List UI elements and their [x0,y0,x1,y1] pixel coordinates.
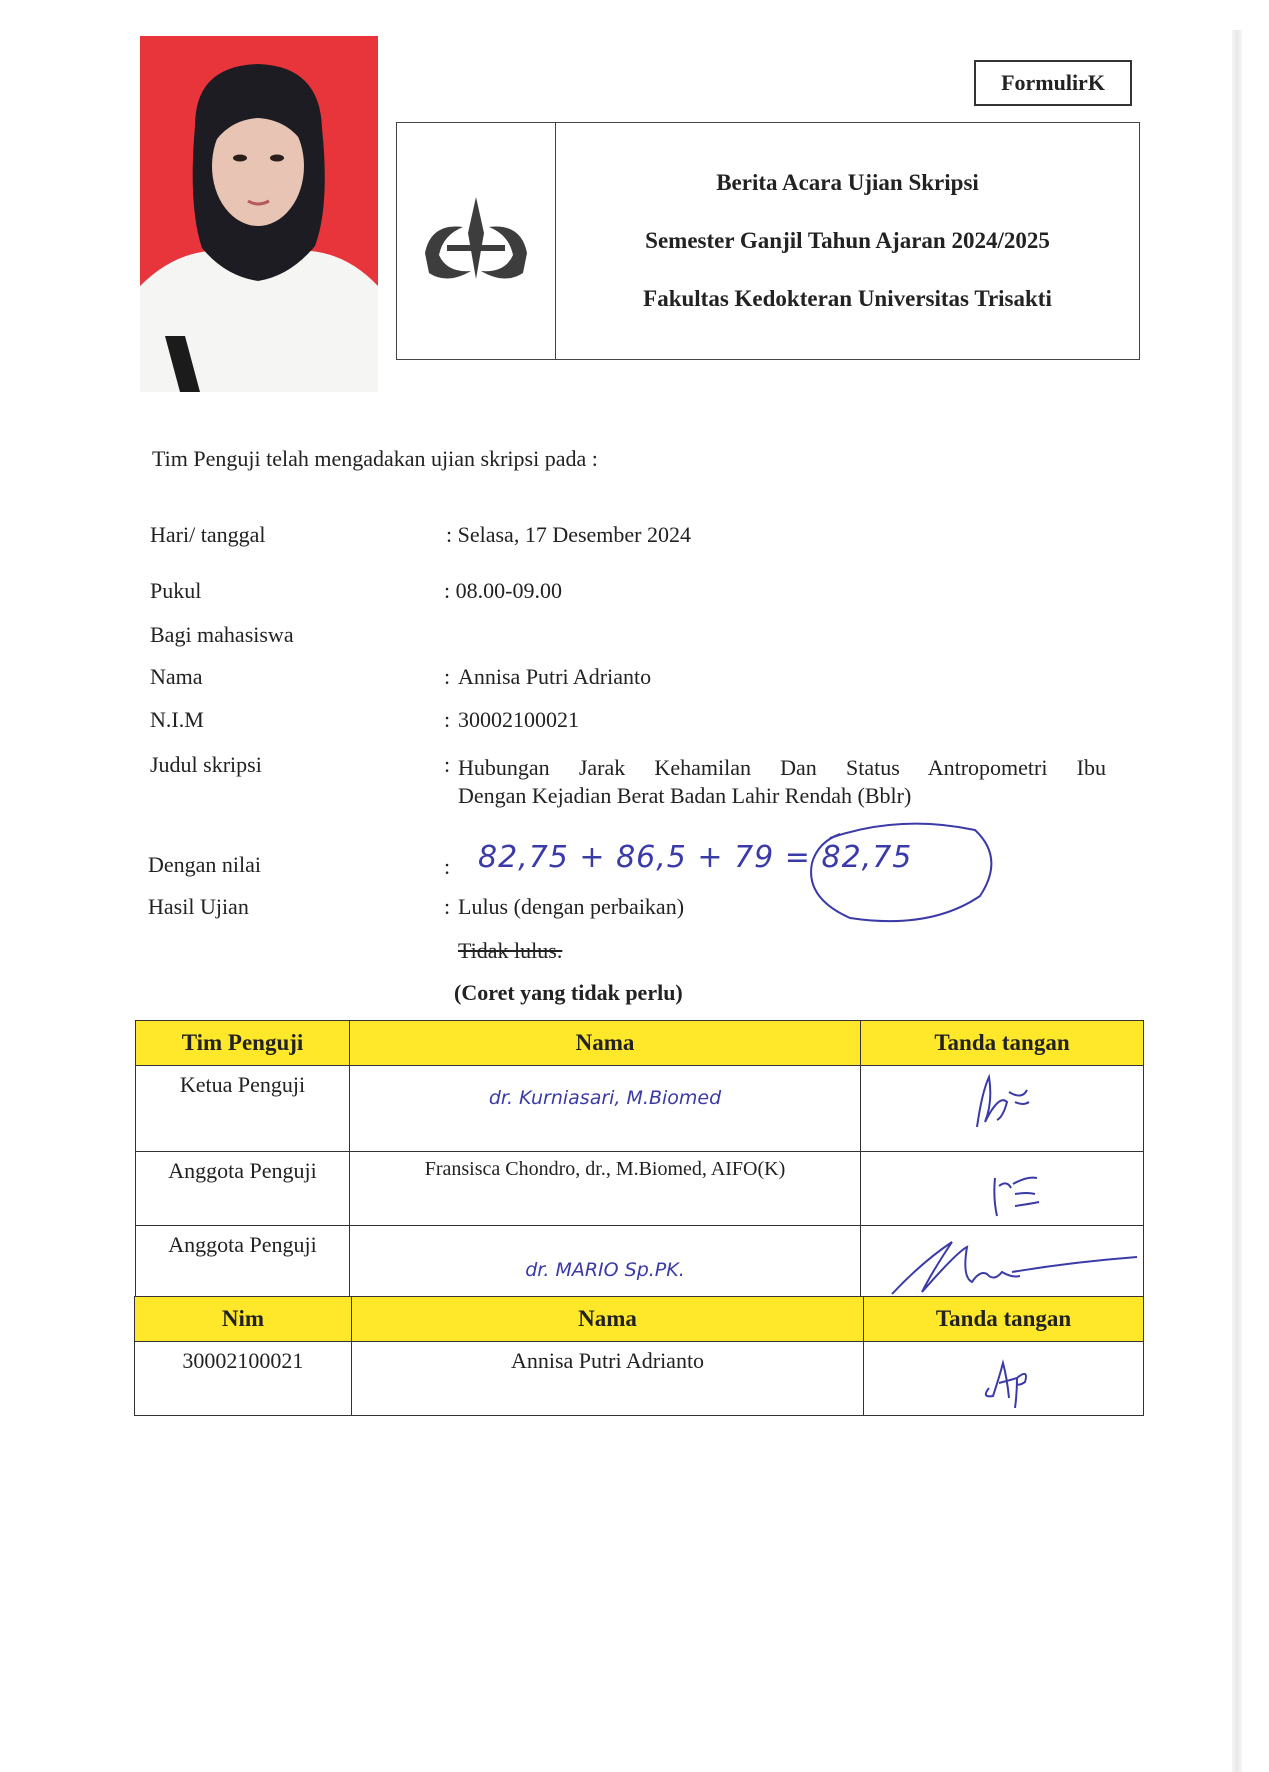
label-nama: Nama [150,664,203,689]
scan-edge [1232,30,1242,1772]
colon-judul: : [444,752,451,777]
cell-role: Anggota Penguji [136,1226,350,1324]
examiners-table [135,1020,1144,1324]
col-header-nim: Nim [135,1297,352,1342]
table-row [135,1342,1144,1416]
document-header [396,122,1140,360]
table-row [136,1152,1144,1226]
signature-student [929,1348,1079,1408]
value-pukul: : 08.00-09.00 [444,578,562,603]
student-table [134,1296,1144,1416]
value-hari: : Selasa, 17 Desember 2024 [446,522,691,547]
cell-nim: 30002100021 [135,1342,352,1416]
cell-signature [864,1342,1144,1416]
header-semester: Semester Ganjil Tahun Ajaran 2024/2025 [645,228,1050,253]
cell-role: Ketua Penguji [136,1066,350,1152]
cell-name: Fransisca Chondro, dr., M.Biomed, AIFO(K) [350,1152,861,1226]
nilai-handwritten: 82,75 + 86,5 + 79 = 82,75 [478,840,913,875]
colon-nim: : [444,707,451,732]
table-row [136,1066,1144,1152]
handwritten-name: dr. MARIO Sp.PK. [525,1259,685,1281]
header-titles [556,123,1139,359]
coret-note: (Coret yang tidak perlu) [454,980,683,1005]
university-logo [397,123,556,359]
student-header-row [135,1297,1144,1342]
value-nama: Annisa Putri Adrianto [458,664,652,689]
form-code-box: FormulirK [974,60,1132,106]
label-nim: N.I.M [150,707,204,732]
label-judul: Judul skripsi [150,752,262,777]
header-title: Berita Acara Ujian Skripsi [716,170,979,195]
intro-text: Tim Penguji telah mengadakan ujian skripsi pada : [152,446,598,471]
label-hasil: Hasil Ujian [148,894,249,919]
col-header-tim: Tim Penguji [136,1021,350,1066]
judul-line2: Dengan Kejadian Berat Badan Lahir Rendah (Bblr) [458,783,912,808]
signature-kurniasari [927,1072,1077,1132]
examiners-header-row [136,1021,1144,1066]
label-pukul: Pukul [150,578,202,603]
signature-mario [862,1232,1142,1302]
label-nilai: Dengan nilai [148,852,262,877]
header-faculty: Fakultas Kedokteran Universitas Trisakti [643,286,1052,311]
colon-nama: : [444,664,451,689]
col-header-ttd: Tanda tangan [860,1021,1143,1066]
value-hasil-struck: Tidak lulus. [458,938,563,963]
student-photo [140,36,378,392]
judul-line1: Hubungan Jarak Kehamilan Dan Status Antropometri Ibu [458,755,1106,780]
colon-hasil: : [444,894,451,919]
label-hari: Hari/ tanggal [150,522,266,547]
signature-fransisca [927,1158,1077,1218]
cell-signature [860,1152,1143,1226]
col-header-nama: Nama [351,1297,863,1342]
label-bagi: Bagi mahasiswa [150,622,294,647]
cell-signature [860,1066,1143,1152]
value-judul [458,754,1106,810]
cell-name: Annisa Putri Adrianto [351,1342,863,1416]
col-header-nama: Nama [350,1021,861,1066]
value-nim: 30002100021 [458,707,579,732]
score-circle [800,818,1000,930]
cell-role: Anggota Penguji [136,1152,350,1226]
handwritten-name: dr. Kurniasari, M.Biomed [488,1087,722,1109]
value-hasil: Lulus (dengan perbaikan) [458,894,685,919]
colon-nilai: : [444,854,451,879]
cell-name [350,1066,861,1152]
col-header-ttd: Tanda tangan [864,1297,1144,1342]
